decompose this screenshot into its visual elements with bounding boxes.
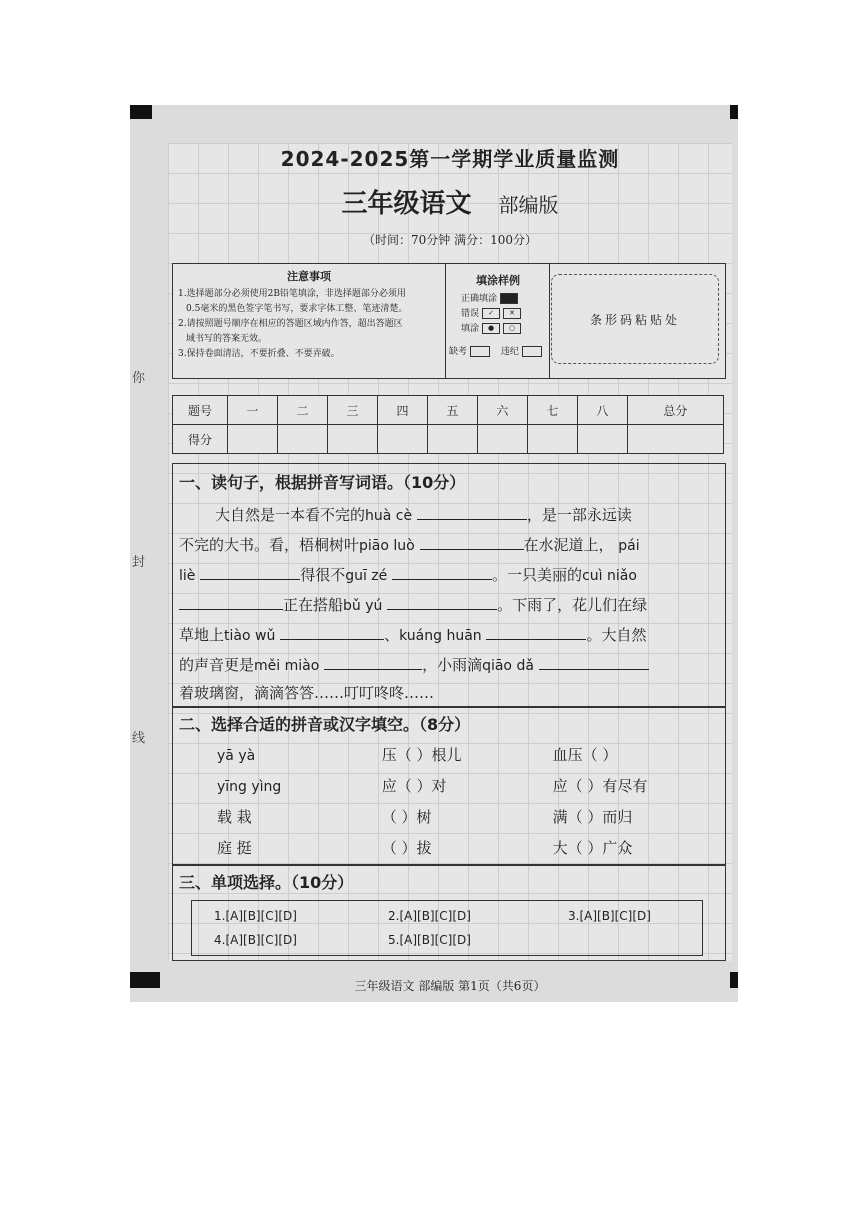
- correct-fill-label: 正确填涂: [461, 294, 498, 304]
- table-cell: 八: [577, 396, 627, 425]
- choice-row: 庭 挺 （ ）拔 大（ ）广众: [217, 839, 633, 857]
- edition-label: 部编版: [498, 193, 559, 217]
- fill-item[interactable]: 应（ ）有尽有: [552, 777, 648, 795]
- choice-row: yā yà 压（ ）根儿 血压（ ）: [217, 746, 618, 764]
- score-cell[interactable]: [427, 425, 477, 454]
- circle-box-icon: ○: [503, 323, 521, 334]
- text-line: 正在搭船bǔ yú 。下雨了，花儿们在绿: [179, 594, 647, 615]
- table-cell: 七: [527, 396, 577, 425]
- scanned-page: [130, 105, 738, 1002]
- notice-item: 1.选择题部分必须使用2B铅笔填涂，非选择题部分必须用: [178, 289, 406, 299]
- score-cell[interactable]: [228, 425, 278, 454]
- fill-item[interactable]: 血压（ ）: [552, 746, 618, 764]
- fill-item[interactable]: 满（ ）而归: [552, 808, 633, 826]
- divider: [173, 864, 725, 866]
- check-box-icon: ✓: [482, 308, 500, 319]
- score-cell[interactable]: [627, 425, 723, 454]
- page-footer: 三年级语文 部编版 第1页（共6页）: [354, 979, 546, 993]
- answer-blank[interactable]: [200, 565, 300, 580]
- exam-title: 2024-2025第一学期学业质量监测: [280, 147, 620, 171]
- table-row: [173, 425, 724, 454]
- answer-blank[interactable]: [179, 595, 283, 610]
- divider: [173, 706, 725, 708]
- table-row: [173, 396, 724, 425]
- registration-mark: [130, 105, 152, 119]
- filled-box-icon: [500, 293, 518, 304]
- table-cell: 题号: [173, 396, 228, 425]
- text-line: liè 得很不guī zé 。一只美丽的cuì niǎo: [179, 566, 637, 584]
- notice-list: [173, 284, 445, 362]
- table-cell: 二: [277, 396, 327, 425]
- wrong-fill-label: 错误: [461, 309, 480, 319]
- fill-item[interactable]: （ ）树: [381, 808, 432, 826]
- fill-item[interactable]: 应（ ）对: [381, 777, 447, 795]
- table-cell: 三: [327, 396, 377, 425]
- notice-item: 2.请按照题号顺序在相应的答题区域内作答，超出答题区: [178, 319, 403, 329]
- fill-item[interactable]: 大（ ）广众: [552, 839, 633, 857]
- answer-blank[interactable]: [417, 505, 527, 520]
- text-line: 草地上tiào wǔ 、kuáng huān 。大自然: [179, 626, 647, 644]
- answer-blank[interactable]: [324, 655, 422, 670]
- fill-example-heading: 填涂样例: [476, 274, 520, 287]
- answer-choice[interactable]: 3.[A][B][C][D]: [568, 909, 651, 923]
- table-cell: 五: [427, 396, 477, 425]
- text-line: 着玻璃窗，滴滴答答……叮叮咚咚……: [179, 684, 435, 702]
- fill-item[interactable]: 压（ ）根儿: [381, 746, 462, 764]
- fill-example-body: [447, 288, 549, 360]
- score-cell[interactable]: [477, 425, 527, 454]
- violation-label: 违纪: [500, 347, 519, 357]
- notice-item: 域书写的答案无效。: [186, 334, 268, 344]
- answer-blank[interactable]: [539, 655, 649, 670]
- choice-row: 载 栽 （ ）树 满（ ）而归: [217, 808, 633, 826]
- table-cell: 总分: [627, 396, 723, 425]
- question-box: [172, 463, 726, 961]
- answer-choice[interactable]: 1.[A][B][C][D]: [214, 909, 297, 923]
- registration-mark: [130, 972, 160, 988]
- absent-box: [470, 346, 490, 357]
- fill-example: [447, 264, 550, 378]
- choice-row: yīng yìng 应（ ）对 应（ ）有尽有: [217, 777, 648, 795]
- score-cell[interactable]: [327, 425, 377, 454]
- time-info: （时间：70分钟 满分：100分）: [363, 233, 537, 247]
- answer-blank[interactable]: [387, 595, 497, 610]
- wrong-fill-label: 填涂: [461, 324, 480, 334]
- answer-choice[interactable]: 5.[A][B][C][D]: [388, 933, 471, 947]
- notice-item: 3.保持卷面清洁，不要折叠、不要弄破。: [178, 349, 340, 359]
- text-line: 的声音更是měi miào ，小雨滴qiāo dǎ: [179, 654, 649, 675]
- answer-choice[interactable]: 2.[A][B][C][D]: [388, 909, 471, 923]
- section-heading: 一、读句子，根据拼音写词语。（10分）: [179, 473, 466, 492]
- answer-choice[interactable]: 4.[A][B][C][D]: [214, 933, 297, 947]
- dot-box-icon: ●: [482, 323, 500, 334]
- score-cell[interactable]: [377, 425, 427, 454]
- notice-heading: 注意事项: [287, 270, 331, 283]
- score-table: [172, 395, 724, 454]
- absent-label: 缺考: [449, 347, 468, 357]
- table-cell: 六: [477, 396, 527, 425]
- notice-section: [173, 264, 446, 378]
- table-cell: 一: [228, 396, 278, 425]
- subject-title: 三年级语文: [341, 189, 472, 219]
- answer-blank[interactable]: [420, 535, 524, 550]
- cross-box-icon: ✕: [503, 308, 521, 319]
- binding-mark: 你: [132, 371, 146, 386]
- fill-item[interactable]: （ ）拔: [381, 839, 432, 857]
- section-heading: 二、选择合适的拼音或汉字填空。（8分）: [179, 715, 471, 734]
- answer-blank[interactable]: [486, 625, 586, 640]
- registration-mark: [730, 105, 738, 119]
- section-heading: 三、单项选择。（10分）: [179, 873, 354, 892]
- table-cell: 四: [377, 396, 427, 425]
- binding-mark: 封: [132, 555, 146, 570]
- score-cell[interactable]: [577, 425, 627, 454]
- violation-box: [522, 346, 542, 357]
- exam-sheet: [168, 143, 732, 993]
- binding-mark: 线: [132, 731, 146, 746]
- answer-sheet-box: [191, 900, 703, 956]
- subject-line: [168, 183, 732, 220]
- answer-blank[interactable]: [392, 565, 492, 580]
- score-cell[interactable]: [527, 425, 577, 454]
- answer-blank[interactable]: [280, 625, 384, 640]
- table-cell: 得分: [173, 425, 228, 454]
- barcode-area: 条形码粘贴处: [551, 274, 719, 364]
- score-cell[interactable]: [277, 425, 327, 454]
- notice-item: 0.5毫米的黑色签字笔书写，要求字体工整、笔迹清楚。: [186, 304, 408, 314]
- notice-box: [172, 263, 726, 379]
- text-line: 不完的大书。看，梧桐树叶piāo luò 在水泥道上， pái: [179, 536, 640, 554]
- text-line: 大自然是一本看不完的huà cè ，是一部永远读: [215, 506, 632, 524]
